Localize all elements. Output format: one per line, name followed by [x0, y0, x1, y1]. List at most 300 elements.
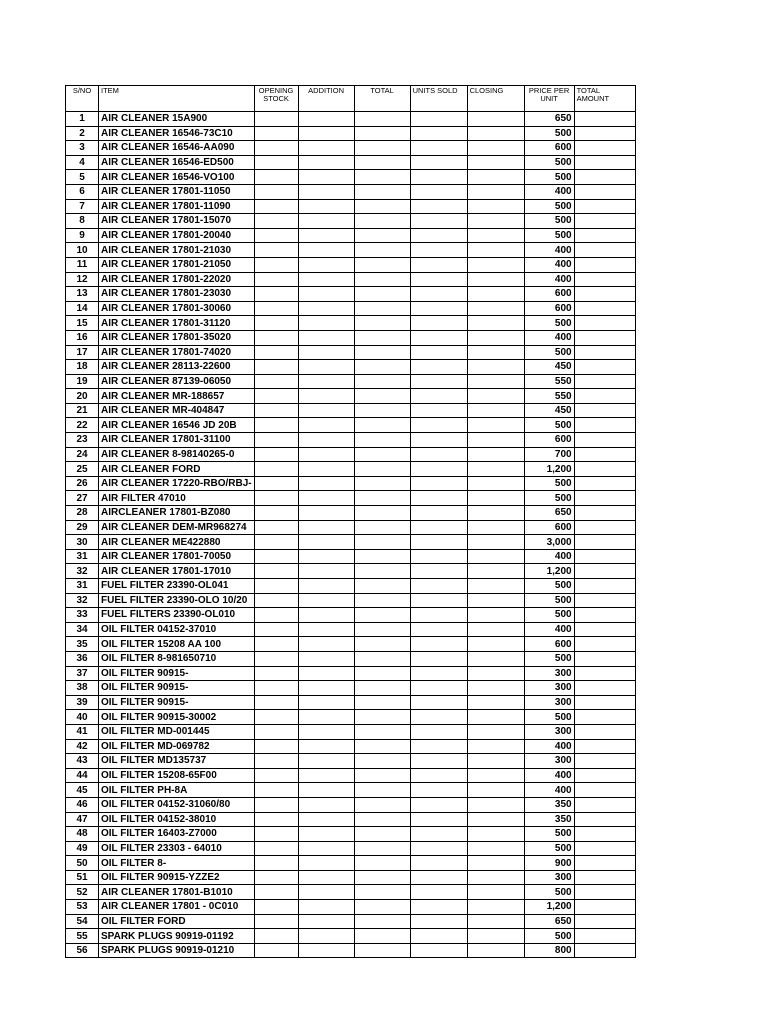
cell-addition [298, 491, 354, 506]
cell-total [354, 900, 410, 915]
cell-total [354, 783, 410, 798]
cell-sno: 50 [66, 856, 99, 871]
header-total: TOTAL [354, 86, 410, 112]
cell-addition [298, 301, 354, 316]
cell-total [354, 929, 410, 944]
cell-price-per-unit: 300 [524, 681, 574, 696]
cell-opening-stock [254, 812, 298, 827]
cell-total [354, 155, 410, 170]
cell-item: OIL FILTER 15208 AA 100 [99, 637, 255, 652]
cell-sno: 29 [66, 520, 99, 535]
table-row [66, 797, 636, 812]
table-row [66, 257, 636, 272]
cell-units-sold [410, 651, 467, 666]
table-row [66, 418, 636, 433]
cell-units-sold [410, 666, 467, 681]
cell-sno: 34 [66, 622, 99, 637]
cell-total [354, 126, 410, 141]
cell-units-sold [410, 870, 467, 885]
cell-total-amount [574, 797, 635, 812]
cell-sno: 32 [66, 593, 99, 608]
cell-total [354, 856, 410, 871]
cell-units-sold [410, 768, 467, 783]
cell-total [354, 170, 410, 185]
cell-item: AIR CLEANER DEM-MR968274 [99, 520, 255, 535]
cell-price-per-unit: 450 [524, 403, 574, 418]
cell-total [354, 885, 410, 900]
cell-total [354, 360, 410, 375]
cell-opening-stock [254, 170, 298, 185]
cell-price-per-unit: 650 [524, 506, 574, 521]
cell-total-amount [574, 476, 635, 491]
cell-closing [467, 184, 524, 199]
cell-total-amount [574, 126, 635, 141]
table-row [66, 549, 636, 564]
cell-sno: 21 [66, 403, 99, 418]
table-row [66, 768, 636, 783]
cell-total [354, 579, 410, 594]
cell-item: AIR FILTER 47010 [99, 491, 255, 506]
cell-addition [298, 287, 354, 302]
cell-closing [467, 651, 524, 666]
cell-total-amount [574, 710, 635, 725]
cell-closing [467, 841, 524, 856]
cell-closing [467, 885, 524, 900]
cell-total [354, 199, 410, 214]
cell-sno: 18 [66, 360, 99, 375]
cell-units-sold [410, 287, 467, 302]
cell-item: AIR CLEANER 17220-RBO/RBJ- [99, 476, 255, 491]
cell-closing [467, 929, 524, 944]
cell-addition [298, 330, 354, 345]
cell-closing [467, 943, 524, 958]
cell-item: OIL FILTER PH-8A [99, 783, 255, 798]
cell-total-amount [574, 870, 635, 885]
cell-addition [298, 856, 354, 871]
cell-total [354, 184, 410, 199]
cell-addition [298, 243, 354, 258]
table-row [66, 272, 636, 287]
cell-sno: 44 [66, 768, 99, 783]
cell-opening-stock [254, 316, 298, 331]
cell-opening-stock [254, 681, 298, 696]
cell-closing [467, 316, 524, 331]
cell-addition [298, 914, 354, 929]
cell-item: OIL FILTER 23303 - 64010 [99, 841, 255, 856]
cell-addition [298, 403, 354, 418]
cell-item: AIR CLEANER 17801-35020 [99, 330, 255, 345]
cell-opening-stock [254, 622, 298, 637]
cell-units-sold [410, 506, 467, 521]
cell-opening-stock [254, 827, 298, 842]
cell-opening-stock [254, 433, 298, 448]
cell-total [354, 914, 410, 929]
cell-addition [298, 112, 354, 127]
cell-closing [467, 491, 524, 506]
cell-opening-stock [254, 228, 298, 243]
cell-total [354, 214, 410, 229]
cell-total-amount [574, 885, 635, 900]
table-row [66, 535, 636, 550]
cell-units-sold [410, 462, 467, 477]
cell-total-amount [574, 257, 635, 272]
table-row [66, 170, 636, 185]
cell-item: AIR CLEANER 17801-17010 [99, 564, 255, 579]
cell-price-per-unit: 500 [524, 827, 574, 842]
header-addition: ADDITION [298, 86, 354, 112]
cell-opening-stock [254, 754, 298, 769]
table-row [66, 345, 636, 360]
cell-sno: 6 [66, 184, 99, 199]
cell-opening-stock [254, 287, 298, 302]
cell-price-per-unit: 500 [524, 885, 574, 900]
cell-closing [467, 112, 524, 127]
table-row [66, 243, 636, 258]
cell-opening-stock [254, 184, 298, 199]
cell-units-sold [410, 330, 467, 345]
cell-total-amount [574, 330, 635, 345]
cell-opening-stock [254, 345, 298, 360]
cell-item: AIR CLEANER 17801-74020 [99, 345, 255, 360]
cell-addition [298, 228, 354, 243]
cell-sno: 53 [66, 900, 99, 915]
cell-total-amount [574, 739, 635, 754]
cell-closing [467, 549, 524, 564]
cell-sno: 20 [66, 389, 99, 404]
cell-total [354, 287, 410, 302]
cell-total-amount [574, 827, 635, 842]
cell-units-sold [410, 126, 467, 141]
cell-item: AIR CLEANER 17801-B1010 [99, 885, 255, 900]
cell-total [354, 403, 410, 418]
cell-total [354, 724, 410, 739]
cell-total-amount [574, 651, 635, 666]
cell-price-per-unit: 400 [524, 184, 574, 199]
cell-closing [467, 535, 524, 550]
cell-sno: 1 [66, 112, 99, 127]
cell-closing [467, 287, 524, 302]
cell-units-sold [410, 243, 467, 258]
cell-item: OIL FILTER 04152-31060/80 [99, 797, 255, 812]
cell-opening-stock [254, 506, 298, 521]
cell-item: AIR CLEANER 17801-20040 [99, 228, 255, 243]
cell-closing [467, 520, 524, 535]
cell-opening-stock [254, 856, 298, 871]
table-row [66, 228, 636, 243]
cell-opening-stock [254, 403, 298, 418]
cell-units-sold [410, 112, 467, 127]
cell-units-sold [410, 549, 467, 564]
cell-opening-stock [254, 870, 298, 885]
cell-price-per-unit: 350 [524, 797, 574, 812]
cell-price-per-unit: 1,200 [524, 564, 574, 579]
cell-sno: 12 [66, 272, 99, 287]
cell-total-amount [574, 768, 635, 783]
table-row [66, 739, 636, 754]
cell-price-per-unit: 400 [524, 549, 574, 564]
cell-total [354, 520, 410, 535]
header-closing: CLOSING [467, 86, 524, 112]
cell-item: AIR CLEANER 15A900 [99, 112, 255, 127]
cell-units-sold [410, 856, 467, 871]
cell-item: AIR CLEANER MR-188657 [99, 389, 255, 404]
cell-price-per-unit: 700 [524, 447, 574, 462]
cell-sno: 4 [66, 155, 99, 170]
cell-addition [298, 447, 354, 462]
table-row [66, 637, 636, 652]
table-row [66, 199, 636, 214]
cell-item: SPARK PLUGS 90919-01210 [99, 943, 255, 958]
cell-total-amount [574, 608, 635, 623]
cell-units-sold [410, 754, 467, 769]
cell-closing [467, 462, 524, 477]
table-row [66, 608, 636, 623]
cell-total-amount [574, 593, 635, 608]
cell-closing [467, 301, 524, 316]
cell-sno: 10 [66, 243, 99, 258]
cell-price-per-unit: 500 [524, 579, 574, 594]
table-row [66, 301, 636, 316]
table-row [66, 506, 636, 521]
cell-addition [298, 170, 354, 185]
cell-price-per-unit: 650 [524, 914, 574, 929]
cell-addition [298, 389, 354, 404]
cell-item: OIL FILTER 90915-YZZE2 [99, 870, 255, 885]
cell-addition [298, 622, 354, 637]
cell-sno: 49 [66, 841, 99, 856]
cell-total-amount [574, 170, 635, 185]
cell-item: AIR CLEANER 17801-21050 [99, 257, 255, 272]
cell-closing [467, 506, 524, 521]
cell-total-amount [574, 724, 635, 739]
cell-total [354, 389, 410, 404]
cell-addition [298, 768, 354, 783]
cell-item: AIR CLEANER 16546-73C10 [99, 126, 255, 141]
cell-closing [467, 724, 524, 739]
table-row [66, 141, 636, 156]
cell-units-sold [410, 841, 467, 856]
cell-sno: 15 [66, 316, 99, 331]
cell-closing [467, 797, 524, 812]
cell-units-sold [410, 914, 467, 929]
cell-price-per-unit: 550 [524, 389, 574, 404]
header-item: ITEM [99, 86, 255, 112]
cell-item: AIR CLEANER 17801 - 0C010 [99, 900, 255, 915]
cell-item: OIL FILTER 8-981650710 [99, 651, 255, 666]
cell-price-per-unit: 800 [524, 943, 574, 958]
cell-closing [467, 914, 524, 929]
cell-item: OIL FILTER 16403-Z7000 [99, 827, 255, 842]
cell-units-sold [410, 593, 467, 608]
cell-closing [467, 695, 524, 710]
cell-price-per-unit: 300 [524, 666, 574, 681]
cell-units-sold [410, 418, 467, 433]
table-row [66, 870, 636, 885]
table-row [66, 126, 636, 141]
cell-addition [298, 214, 354, 229]
cell-total-amount [574, 783, 635, 798]
cell-sno: 8 [66, 214, 99, 229]
cell-closing [467, 783, 524, 798]
cell-sno: 54 [66, 914, 99, 929]
cell-opening-stock [254, 155, 298, 170]
cell-opening-stock [254, 520, 298, 535]
cell-price-per-unit: 600 [524, 141, 574, 156]
cell-item: OIL FILTER MD-069782 [99, 739, 255, 754]
cell-addition [298, 812, 354, 827]
cell-closing [467, 666, 524, 681]
cell-sno: 47 [66, 812, 99, 827]
cell-total [354, 228, 410, 243]
cell-total [354, 141, 410, 156]
cell-opening-stock [254, 608, 298, 623]
table-row [66, 476, 636, 491]
cell-addition [298, 593, 354, 608]
table-row [66, 651, 636, 666]
cell-units-sold [410, 403, 467, 418]
cell-total [354, 608, 410, 623]
cell-price-per-unit: 1,200 [524, 462, 574, 477]
cell-units-sold [410, 184, 467, 199]
cell-closing [467, 870, 524, 885]
cell-opening-stock [254, 768, 298, 783]
header-opening-stock: OPENING STOCK [254, 86, 298, 112]
cell-sno: 11 [66, 257, 99, 272]
cell-closing [467, 710, 524, 725]
cell-total [354, 549, 410, 564]
cell-sno: 43 [66, 754, 99, 769]
cell-closing [467, 593, 524, 608]
cell-price-per-unit: 400 [524, 622, 574, 637]
cell-closing [467, 418, 524, 433]
cell-price-per-unit: 500 [524, 710, 574, 725]
cell-units-sold [410, 579, 467, 594]
cell-total-amount [574, 214, 635, 229]
cell-total-amount [574, 491, 635, 506]
cell-addition [298, 885, 354, 900]
cell-closing [467, 389, 524, 404]
table-row [66, 579, 636, 594]
cell-price-per-unit: 600 [524, 301, 574, 316]
cell-units-sold [410, 447, 467, 462]
cell-units-sold [410, 301, 467, 316]
cell-addition [298, 564, 354, 579]
table-row [66, 724, 636, 739]
cell-opening-stock [254, 360, 298, 375]
cell-units-sold [410, 681, 467, 696]
cell-opening-stock [254, 243, 298, 258]
cell-addition [298, 797, 354, 812]
cell-closing [467, 622, 524, 637]
cell-sno: 22 [66, 418, 99, 433]
cell-opening-stock [254, 374, 298, 389]
cell-closing [467, 608, 524, 623]
cell-units-sold [410, 360, 467, 375]
cell-sno: 30 [66, 535, 99, 550]
table-row [66, 287, 636, 302]
cell-total-amount [574, 418, 635, 433]
cell-units-sold [410, 272, 467, 287]
cell-price-per-unit: 450 [524, 360, 574, 375]
cell-total [354, 345, 410, 360]
cell-closing [467, 228, 524, 243]
cell-addition [298, 462, 354, 477]
cell-total [354, 506, 410, 521]
cell-price-per-unit: 550 [524, 374, 574, 389]
cell-opening-stock [254, 389, 298, 404]
cell-total [354, 768, 410, 783]
cell-sno: 26 [66, 476, 99, 491]
cell-total [354, 476, 410, 491]
cell-total [354, 433, 410, 448]
table-row [66, 783, 636, 798]
cell-opening-stock [254, 126, 298, 141]
cell-sno: 42 [66, 739, 99, 754]
table-row [66, 681, 636, 696]
cell-total [354, 637, 410, 652]
cell-closing [467, 564, 524, 579]
cell-item: AIR CLEANER 17801-70050 [99, 549, 255, 564]
cell-closing [467, 739, 524, 754]
cell-total [354, 651, 410, 666]
cell-closing [467, 856, 524, 871]
cell-closing [467, 403, 524, 418]
cell-total [354, 797, 410, 812]
cell-price-per-unit: 400 [524, 257, 574, 272]
cell-item: OIL FILTER 04152-37010 [99, 622, 255, 637]
cell-sno: 28 [66, 506, 99, 521]
cell-sno: 45 [66, 783, 99, 798]
cell-opening-stock [254, 943, 298, 958]
cell-sno: 14 [66, 301, 99, 316]
cell-total-amount [574, 272, 635, 287]
cell-price-per-unit: 600 [524, 433, 574, 448]
cell-units-sold [410, 943, 467, 958]
cell-opening-stock [254, 564, 298, 579]
cell-opening-stock [254, 112, 298, 127]
cell-sno: 52 [66, 885, 99, 900]
cell-units-sold [410, 491, 467, 506]
cell-item: OIL FILTER MD-001445 [99, 724, 255, 739]
cell-price-per-unit: 1,200 [524, 900, 574, 915]
cell-opening-stock [254, 272, 298, 287]
cell-total-amount [574, 549, 635, 564]
cell-total-amount [574, 462, 635, 477]
cell-item: AIR CLEANER 17801-31120 [99, 316, 255, 331]
table-row [66, 491, 636, 506]
cell-item: AIR CLEANER 17801-21030 [99, 243, 255, 258]
cell-total [354, 710, 410, 725]
cell-addition [298, 316, 354, 331]
cell-addition [298, 739, 354, 754]
cell-closing [467, 243, 524, 258]
cell-price-per-unit: 500 [524, 651, 574, 666]
table-row [66, 374, 636, 389]
cell-closing [467, 579, 524, 594]
cell-addition [298, 506, 354, 521]
cell-total [354, 374, 410, 389]
cell-item: AIR CLEANER 28113-22600 [99, 360, 255, 375]
cell-total-amount [574, 141, 635, 156]
cell-item: AIR CLEANER 16546 JD 20B [99, 418, 255, 433]
cell-addition [298, 535, 354, 550]
cell-price-per-unit: 500 [524, 155, 574, 170]
cell-closing [467, 345, 524, 360]
cell-opening-stock [254, 651, 298, 666]
cell-units-sold [410, 797, 467, 812]
cell-item: AIR CLEANER MR-404847 [99, 403, 255, 418]
cell-total-amount [574, 579, 635, 594]
